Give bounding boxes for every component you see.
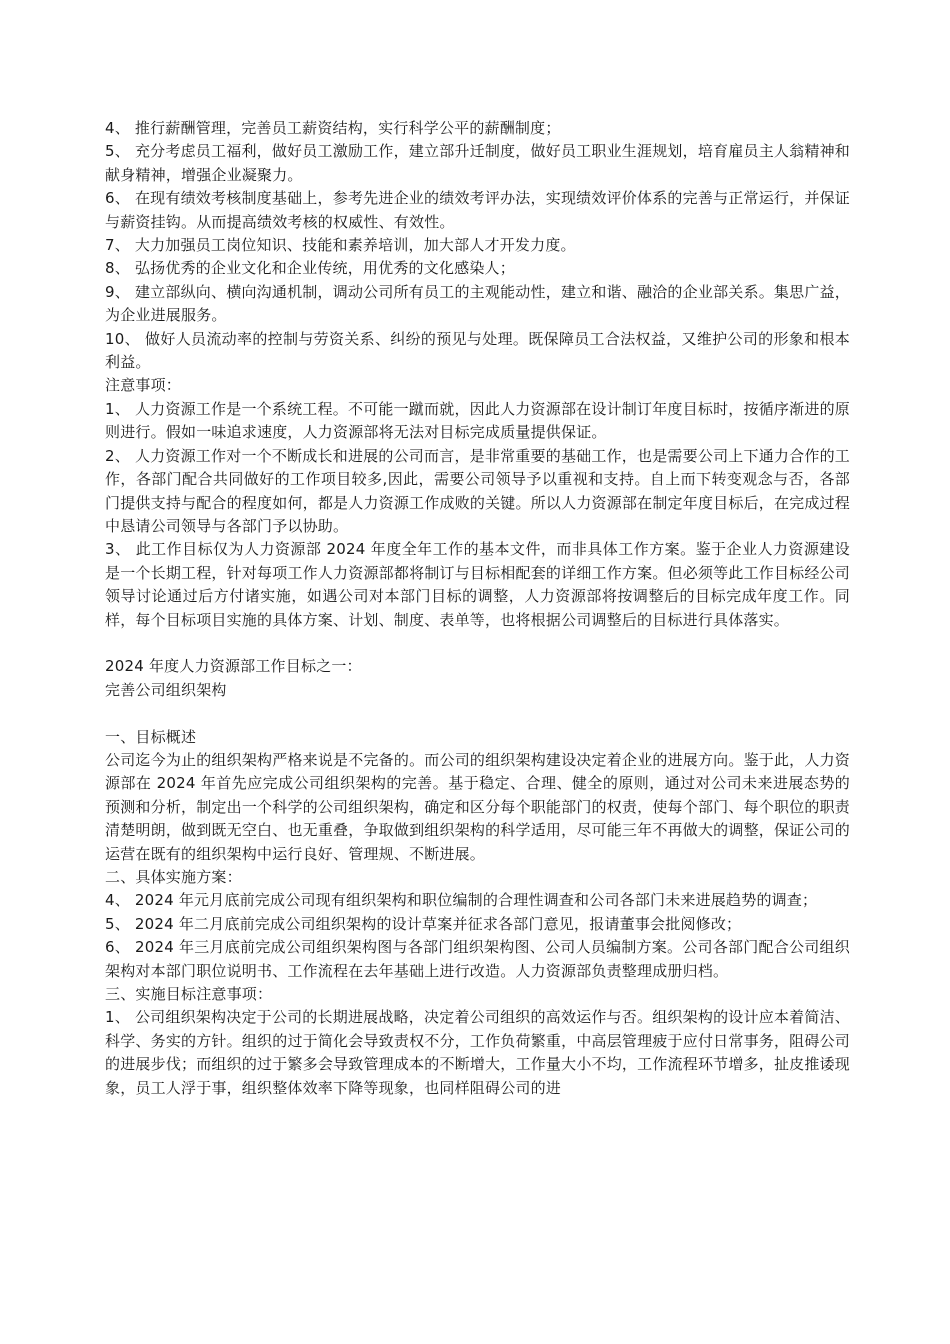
plan-item: 6、 2024 年三月底前完成公司组织架构图与各部门组织架构图、公司人员编制方案。公司各部门配合公司组织架构对本部门职位说明书、工作流程在去年基础上进行改造。人力资源部负责整理成册归档。 <box>105 938 850 980</box>
notes-heading: 注意事项： <box>105 376 182 395</box>
list-item: 5、 充分考虑员工福利，做好员工激励工作，建立部升迁制度，做好员工职业生涯规划，培育雇员主人翁精神和献身精神，增强企业凝聚力。 <box>105 142 850 184</box>
list-item: 10、 做好人员流动率的控制与劳资关系、纠纷的预见与处理。既保障员工合法权益，又维护公司的形象和根本利益。 <box>105 329 850 372</box>
list-item: 7、 大力加强员工岗位知识、技能和素养培训，加大部人才开发力度。 <box>105 236 576 255</box>
plan-heading: 二、具体实施方案： <box>105 867 242 886</box>
note-item: 3、 此工作目标仅为人力资源部 2024 年度全年工作的基本文件，而非具体工作方案。鉴于企业人力资源建设是一个长期工程，针对每项工作人力资源部都将制订与目标相配套的详细工作方案。但必须等此工作目标经公司领导讨论通过后方付诸实施，如遇公司对本部门目标的调整，人力资源部将按调整后的目标完成年度工作。同样，每个目标项目实施的具体方案、计划、制度、表单等，也将根据公司调整后的目标进行具体落实。 <box>105 540 850 629</box>
goal-subtitle: 完善公司组织架构 <box>105 680 227 699</box>
note-item: 1、 人力资源工作是一个系统工程。不可能一蹴而就，因此人力资源部在设计制订年度目标时，按循序渐进的原则进行。假如一味追求速度，人力资源部将无法对目标完成质量提供保证。 <box>105 399 850 442</box>
list-item: 6、 在现有绩效考核制度基础上，参考先进企业的绩效考评办法，实现绩效评价体系的完善与正常运行，并保证与薪资挂钩。从而提高绩效考核的权威性、有效性。 <box>105 189 850 231</box>
goal-title: 2024 年度人力资源部工作目标之一： <box>105 657 362 676</box>
spacer <box>105 702 850 725</box>
overview-paragraph: 公司迄今为止的组织架构严格来说是不完备的。而公司的组织架构建设决定着企业的进展方向。鉴于此，人力资源部在 2024 年首先应完成公司组织架构的完善。基于稳定、合理、健全的原则，通过对公司未来进展态势的预测和分析，制定出一个科学的公司组织架构，确定和区分每个职能部门的权责，使每个部门、每个职位的职责清楚明朗，做到既无空白、也无重叠，争取做到组织架构的科学适用，尽可能三年不再做大的调整，保证公司的运营在既有的组织架构中运行良好、管理规、不断进展。 <box>105 750 850 863</box>
list-item: 9、 建立部纵向、横向沟通机制，调动公司所有员工的主观能动性，建立和谐、融洽的企业部关系。集思广益，为企业进展服务。 <box>105 282 850 325</box>
note-item: 2、 人力资源工作对一个不断成长和进展的公司而言，是非常重要的基础工作，也是需要公司上下通力合作的工作，各部门配合共同做好的工作项目较多,因此，需要公司领导予以重视和支持。自上而下转变观念与否，各部门提供支持与配合的程度如何，都是人力资源工作成败的关键。所以人力资源部在制定年度目标后，在完成过程中恳请公司领导与各部门予以协助。 <box>105 446 850 535</box>
precaution-item: 1、 公司组织架构决定于公司的长期进展战略，决定着公司组织的高效运作与否。组织架构的设计应本着简洁、科学、务实的方针。组织的过于简化会导致责权不分，工作负荷繁重，中高层管理疲于应付日常事务，阻碍公司的进展步伐；而组织的过于繁多会导致管理成本的不断增大，工作量大小不均，工作流程环节增多，扯皮推诿现象，员工人浮于事，组织整体效率下降等现象，也同样阻碍公司的进 <box>105 1008 850 1097</box>
document-body <box>105 117 850 1100</box>
overview-heading: 一、目标概述 <box>105 727 197 746</box>
list-item: 4、 推行薪酬管理，完善员工薪资结构，实行科学公平的薪酬制度； <box>105 119 561 137</box>
plan-item: 4、 2024 年元月底前完成公司现有组织架构和职位编制的合理性调查和公司各部门未来进展趋势的调查； <box>105 891 818 910</box>
plan-item: 5、 2024 年二月底前完成公司组织架构的设计草案并征求各部门意见，报请董事会批阅修改； <box>105 914 742 933</box>
precautions-heading: 三、实施目标注意事项： <box>105 985 273 1003</box>
list-item: 8、 弘扬优秀的企业文化和企业传统，用优秀的文化感染人； <box>105 259 515 278</box>
spacer <box>105 632 850 655</box>
